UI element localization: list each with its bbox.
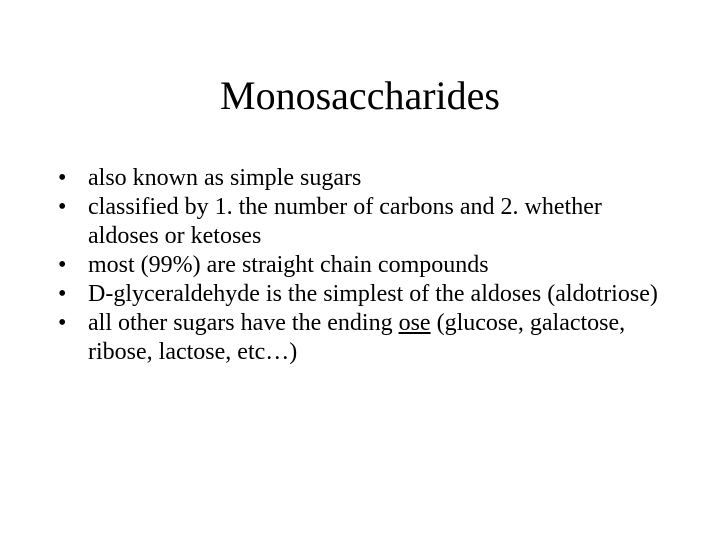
- list-item-text: classified by 1. the number of carbons and 2. whether aldoses or ketoses: [88, 194, 602, 249]
- list-item: [58, 280, 678, 309]
- list-item-text: also known as simple sugars: [88, 165, 362, 191]
- bullet-icon: •: [58, 165, 67, 191]
- list-item: [58, 193, 678, 251]
- bullet-icon: •: [58, 194, 67, 220]
- list-item: [58, 164, 678, 193]
- list-item-text: [88, 310, 625, 365]
- text-after-underline: (glucose, galactose, ribose, lactose, etc…): [88, 310, 626, 365]
- text-before-underline: all other sugars have the ending: [88, 310, 399, 336]
- list-item: [58, 309, 678, 367]
- list-item: [58, 251, 678, 280]
- bullet-icon: •: [58, 281, 67, 307]
- bullet-list: [58, 164, 678, 367]
- bullet-icon: •: [58, 252, 67, 278]
- slide-title: Monosaccharides: [220, 73, 500, 118]
- underlined-suffix: ose: [398, 310, 431, 336]
- bullet-icon: •: [58, 310, 67, 336]
- list-item-text: D-glyceraldehyde is the simplest of the aldoses (aldotriose): [88, 281, 658, 307]
- list-item-text: most (99%) are straight chain compounds: [88, 252, 489, 278]
